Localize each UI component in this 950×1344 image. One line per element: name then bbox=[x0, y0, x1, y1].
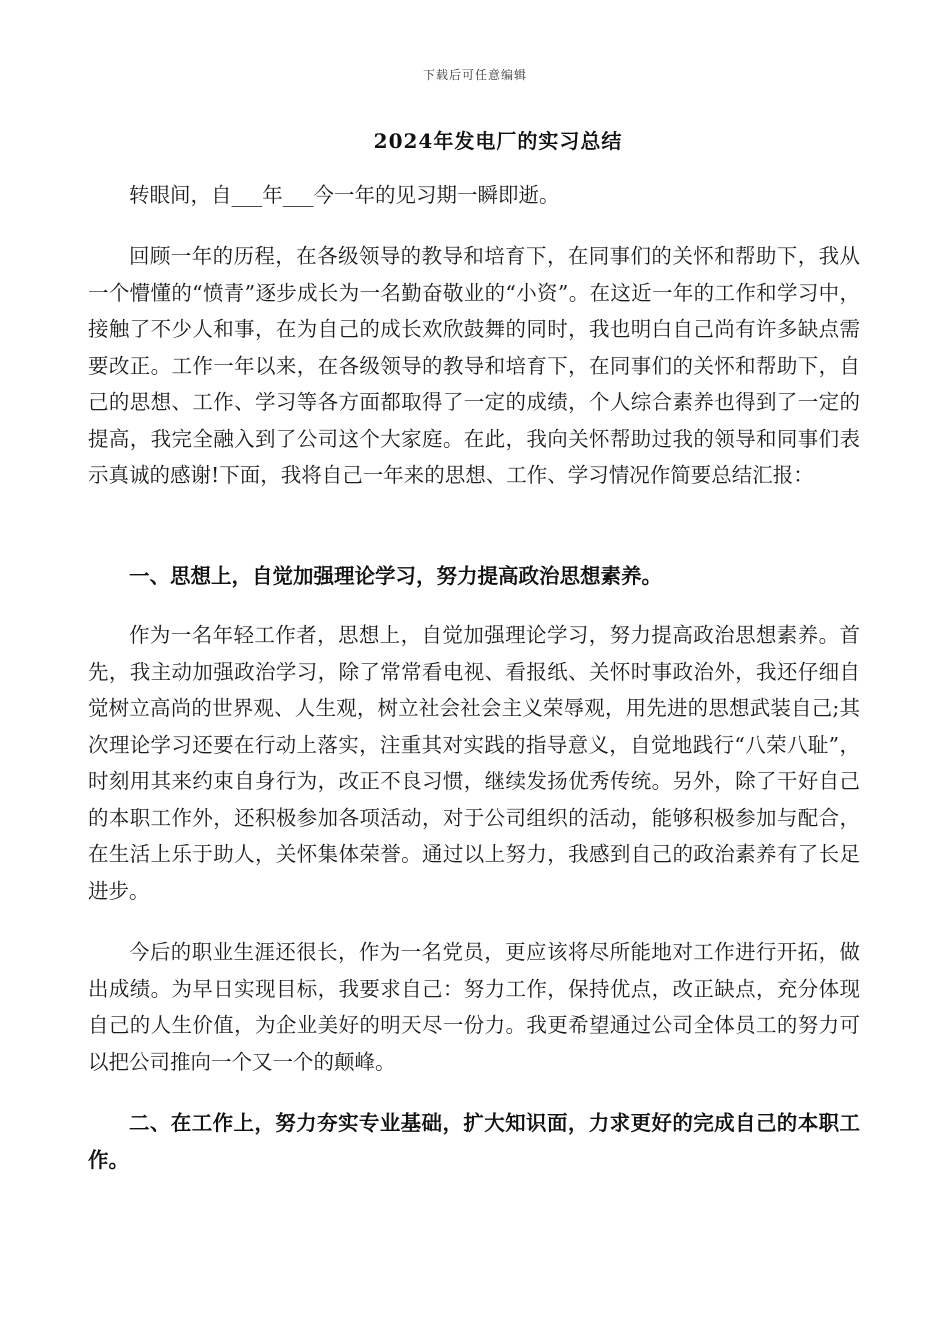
thought-paragraph-2-block bbox=[88, 934, 860, 1080]
thought-paragraph-1: 作为一名年轻工作者，思想上，自觉加强理论学习，努力提高政治思想素养。首先，我主动加强政治学习，除了常常看电视、看报纸、关怀时事政治外，我还仔细自觉树立高尚的世界观、人生观，树立社会社会主义荣辱观，用先进的思想武装自己;其次理论学习还要在行动上落实，注重其对实践的指导意义，自觉地践行“八荣八耻”，时刻用其来约束自身行为，改正不良习惯，继续发扬优秀传统。另外，除了干好自己的本职工作外，还积极参加各项活动，对于公司组织的活动，能够积极参加与配合，在生活上乐于助人，关怀集体荣誉。通过以上努力，我感到自己的政治素养有了长足进步。 bbox=[88, 623, 860, 903]
intro-paragraph: 转眼间，自___年___今一年的见习期一瞬即逝。 bbox=[129, 183, 560, 207]
section-one-heading-block bbox=[88, 558, 860, 595]
section-two-heading: 二、在工作上，努力夯实专业基础，扩大知识面，力求更好的完成自己的本职工作。 bbox=[88, 1111, 860, 1172]
intro-paragraph-block bbox=[88, 177, 860, 214]
review-paragraph: 回顾一年的历程，在各级领导的教导和培育下，在同事们的关怀和帮助下，我从一个懵懂的“愤青”逐步成长为一名勤奋敬业的“小资”。在这近一年的工作和学习中，接触了不少人和事，在为自己的成长欢欣鼓舞的同时，我也明白自己尚有许多缺点需要改正。工作一年以来，在各级领导的教导和培育下，在同事们的关怀和帮助下，自己的思想、工作、学习等各方面都取得了一定的成绩，个人综合素养也得到了一定的提高，我完全融入到了公司这个大家庭。在此，我向关怀帮助过我的领导和同事们表示真诚的感谢!下面，我将自己一年来的思想、工作、学习情况作简要总结汇报： bbox=[88, 244, 860, 487]
thought-paragraph-1-block bbox=[88, 617, 860, 909]
review-paragraph-block bbox=[88, 238, 860, 494]
section-two-heading-block bbox=[88, 1105, 860, 1178]
document-title: 2024年发电厂的实习总结 bbox=[373, 129, 623, 153]
section-one-heading: 一、思想上，自觉加强理论学习，努力提高政治思想素养。 bbox=[129, 564, 662, 588]
download-note: 下载后可任意编辑 bbox=[422, 68, 527, 82]
thought-paragraph-2: 今后的职业生涯还很长，作为一名党员，更应该将尽所能地对工作进行开拓，做出成绩。为早日实现目标，我要求自己：努力工作，保持优点，改正缺点，充分体现自己的人生价值，为企业美好的明天尽一份力。我更希望通过公司全体员工的努力可以把公司推向一个又一个的颠峰。 bbox=[88, 940, 860, 1074]
